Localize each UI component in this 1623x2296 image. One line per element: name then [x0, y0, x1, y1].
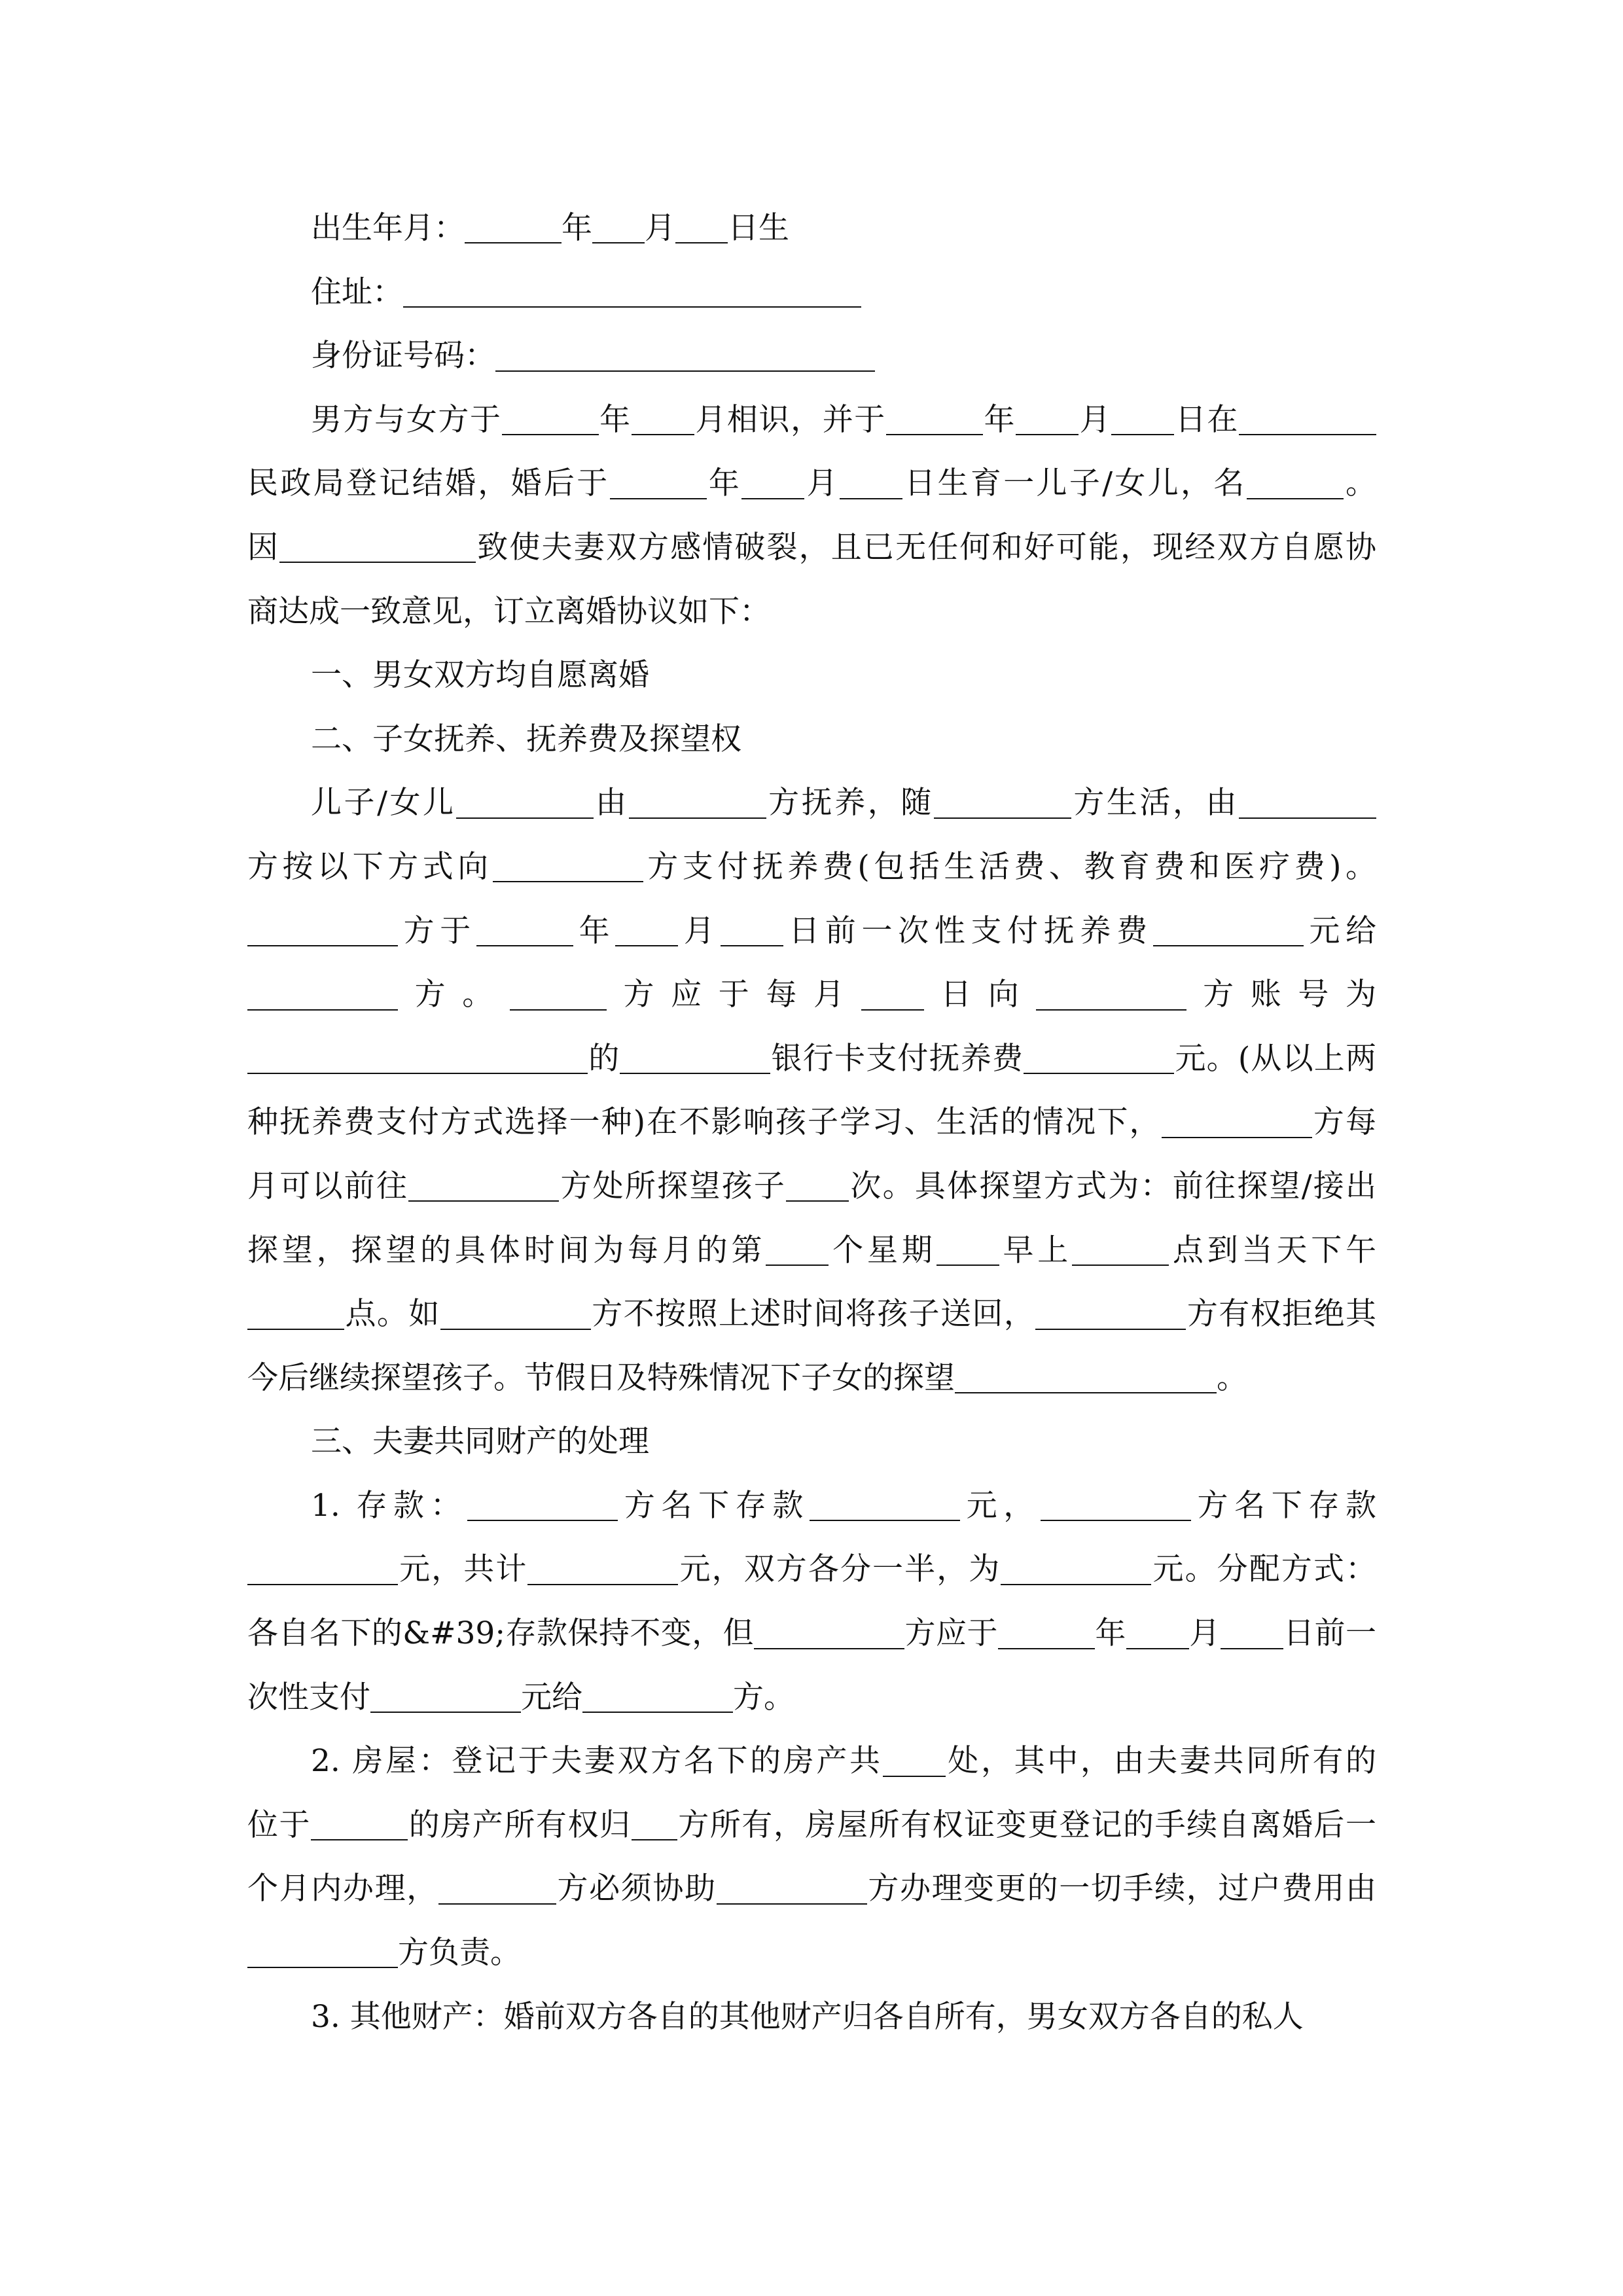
text-segment: 方。: [398, 977, 510, 1013]
text-segment: 次性支付: [247, 1679, 370, 1715]
marriage-info-paragraph-line-3: [247, 516, 1376, 580]
text-segment: 年: [562, 210, 592, 246]
blank-field[interactable]: [247, 1299, 344, 1330]
blank-field[interactable]: [510, 980, 607, 1011]
blank-field[interactable]: [741, 469, 804, 499]
marriage-info-paragraph-line-2: [247, 452, 1376, 516]
blank-field[interactable]: [615, 916, 678, 946]
marriage-info-paragraph-line-1: [247, 388, 1376, 452]
child-custody-paragraph-line-3: [247, 899, 1376, 963]
blank-field[interactable]: [582, 1682, 733, 1713]
savings-paragraph-line-3: [247, 1602, 1376, 1666]
text-segment: 月: [678, 912, 721, 949]
blank-field[interactable]: [247, 1554, 398, 1585]
text-segment: 方支付抚养费(包括生活费、教育费和医疗费)。: [643, 848, 1377, 885]
text-segment: 今后继续探望孩子。节假日及特殊情况下子女的探望: [247, 1359, 955, 1396]
blank-field[interactable]: [1036, 980, 1186, 1011]
blank-field[interactable]: [840, 469, 902, 499]
text-segment: 3. 其他财产：婚前双方各自的其他财产归各自所有，男女双方各自的私人: [311, 1998, 1304, 2035]
text-segment: 月: [804, 465, 840, 502]
text-segment: 月: [1079, 401, 1112, 438]
blank-field[interactable]: [998, 1619, 1095, 1649]
blank-field[interactable]: [493, 852, 643, 883]
blank-field[interactable]: [886, 405, 983, 436]
text-segment: 三、夫妻共同财产的处理: [311, 1424, 649, 1460]
text-segment: 方负责。: [398, 1935, 521, 1971]
blank-field[interactable]: [936, 1235, 999, 1266]
blank-field[interactable]: [629, 788, 766, 819]
blank-field[interactable]: [717, 1874, 867, 1905]
blank-field[interactable]: [1126, 1619, 1189, 1649]
blank-field[interactable]: [632, 405, 694, 436]
child-custody-paragraph-line-6: [247, 1090, 1376, 1155]
text-segment: 住址：: [311, 274, 403, 310]
text-segment: 方于: [398, 912, 476, 949]
blank-field[interactable]: [408, 1172, 559, 1202]
blank-field[interactable]: [403, 277, 861, 308]
text-segment: 日前一: [1283, 1615, 1377, 1652]
savings-paragraph-line-2: [247, 1537, 1376, 1602]
blank-field[interactable]: [675, 213, 728, 244]
text-segment: 元给: [521, 1679, 582, 1715]
text-segment: 方办理变更的一切手续，过户费用由: [866, 1871, 1377, 1907]
blank-field[interactable]: [1035, 1299, 1186, 1330]
blank-field[interactable]: [495, 341, 875, 372]
clause-1-heading-line-1: [247, 643, 1376, 708]
blank-field[interactable]: [1024, 1044, 1174, 1075]
blank-field[interactable]: [527, 1554, 678, 1585]
id-number-line-line-1: [247, 324, 1376, 388]
blank-field[interactable]: [592, 213, 645, 244]
child-custody-paragraph-line-8: [247, 1219, 1376, 1283]
text-segment: 方每: [1311, 1104, 1377, 1141]
blank-field[interactable]: [1001, 1554, 1151, 1585]
blank-field[interactable]: [247, 1938, 398, 1969]
text-segment: 种抚养费支付方式选择一种)在不影响孩子学习、生活的情况下，: [247, 1104, 1162, 1141]
text-segment: 元。分配方式：: [1151, 1551, 1377, 1588]
text-segment: 年: [573, 912, 616, 949]
blank-field[interactable]: [1239, 405, 1376, 436]
text-segment: 各自名下的&#39;存款保持不变，但: [247, 1615, 755, 1652]
text-segment: 方有权拒绝其: [1186, 1296, 1377, 1333]
blank-field[interactable]: [632, 1810, 677, 1841]
text-segment: 男方与女方于: [311, 401, 502, 438]
blank-field[interactable]: [1041, 1491, 1191, 1522]
text-segment: 。: [1217, 1359, 1247, 1396]
child-custody-paragraph-line-5: [247, 1027, 1376, 1091]
text-segment: 日生: [728, 210, 789, 246]
text-segment: 年: [1094, 1615, 1126, 1652]
blank-field[interactable]: [1221, 1619, 1283, 1649]
text-segment: 致使夫妻双方感情破裂，且已无任何和好可能，现经双方自愿协: [476, 529, 1377, 565]
blank-field[interactable]: [1072, 1235, 1169, 1266]
house-paragraph-line-4: [247, 1921, 1376, 1985]
child-custody-paragraph-line-9: [247, 1282, 1376, 1346]
agreement-text: [247, 196, 1376, 2049]
blank-field[interactable]: [610, 469, 707, 499]
blank-field[interactable]: [1162, 1107, 1312, 1138]
house-paragraph-line-2: [247, 1793, 1376, 1857]
text-segment: 早上: [999, 1232, 1073, 1268]
child-custody-paragraph-line-4: [247, 963, 1376, 1027]
text-segment: 处，其中，由夫妻共同所有的: [945, 1743, 1376, 1780]
blank-field[interactable]: [620, 1044, 770, 1075]
blank-field[interactable]: [1247, 469, 1344, 499]
child-custody-paragraph-line-10: [247, 1346, 1376, 1410]
text-segment: 民政局登记结婚，婚后于: [247, 465, 610, 502]
text-segment: 由: [593, 785, 629, 821]
child-custody-paragraph-line-2: [247, 835, 1376, 899]
birth-date-line-line-1: [247, 196, 1376, 260]
blank-field[interactable]: [438, 1874, 556, 1905]
text-segment: 年: [706, 465, 742, 502]
blank-field[interactable]: [247, 980, 398, 1011]
blank-field[interactable]: [721, 916, 783, 946]
text-segment: 方。: [733, 1679, 794, 1715]
text-segment: 日前一次性支付抚养费: [783, 912, 1153, 949]
text-segment: 方生活，由: [1071, 785, 1240, 821]
text-segment: 方按以下方式向: [247, 848, 493, 885]
other-property-paragraph-line-1: [247, 1985, 1376, 2049]
blank-field[interactable]: [786, 1172, 849, 1202]
text-segment: 日向: [923, 977, 1036, 1013]
text-segment: 个星期: [829, 1232, 936, 1268]
text-segment: 2. 房屋：登记于夫妻双方名下的房产共: [311, 1743, 883, 1780]
blank-field[interactable]: [1239, 788, 1376, 819]
text-segment: 方应于每月: [606, 977, 861, 1013]
child-custody-paragraph-line-7: [247, 1155, 1376, 1219]
text-segment: 元，: [960, 1487, 1041, 1524]
text-segment: 儿子/女儿: [311, 785, 456, 821]
blank-field[interactable]: [247, 1044, 588, 1075]
blank-field[interactable]: [467, 1491, 618, 1522]
blank-field[interactable]: [440, 1299, 591, 1330]
text-segment: 的房产所有权归: [408, 1806, 632, 1843]
blank-field[interactable]: [465, 213, 562, 244]
blank-field[interactable]: [861, 980, 924, 1011]
blank-field[interactable]: [766, 1235, 829, 1266]
blank-field[interactable]: [370, 1682, 521, 1713]
blank-field[interactable]: [1111, 405, 1174, 436]
text-segment: 方名下存款: [618, 1487, 810, 1524]
blank-field[interactable]: [754, 1619, 904, 1649]
text-segment: 一、男女双方均自愿离婚: [311, 657, 649, 694]
text-segment: 方不按照上述时间将孩子送回，: [590, 1296, 1036, 1333]
text-segment: 年: [982, 401, 1016, 438]
text-segment: 月可以前往: [247, 1168, 409, 1204]
text-segment: 日生育一儿子/女儿，名: [902, 465, 1247, 502]
clause-3-heading-line-1: [247, 1410, 1376, 1474]
text-segment: 位于: [247, 1806, 312, 1843]
address-line-line-1: [247, 260, 1376, 325]
clause-2-heading-line-1: [247, 708, 1376, 772]
text-segment: 。: [1343, 465, 1377, 502]
marriage-info-paragraph-line-4: [247, 580, 1376, 644]
blank-field[interactable]: [311, 1810, 408, 1841]
blank-field[interactable]: [476, 916, 573, 946]
text-segment: 出生年月：: [311, 210, 465, 246]
text-segment: 元，共计: [398, 1551, 528, 1588]
blank-field[interactable]: [1016, 405, 1079, 436]
text-segment: 方名下存款: [1190, 1487, 1377, 1524]
blank-field[interactable]: [934, 788, 1071, 819]
text-segment: 方抚养，随: [766, 785, 934, 821]
text-segment: 方应于: [904, 1615, 998, 1652]
savings-paragraph-line-1: [247, 1474, 1376, 1538]
blank-field[interactable]: [883, 1746, 946, 1777]
text-segment: 次。具体探望方式为：前往探望/接出: [849, 1168, 1377, 1204]
text-segment: 个月内办理，: [247, 1871, 438, 1907]
text-segment: 年: [598, 401, 632, 438]
text-segment: 日在: [1174, 401, 1240, 438]
text-segment: 的: [588, 1040, 620, 1077]
blank-field[interactable]: [1153, 916, 1304, 946]
text-segment: 方账号为: [1186, 977, 1376, 1013]
text-segment: 方处所探望孩子: [559, 1168, 787, 1204]
text-segment: 元。(从以上两: [1174, 1040, 1376, 1077]
text-segment: 方必须协助: [556, 1871, 717, 1907]
blank-field[interactable]: [810, 1491, 960, 1522]
text-segment: 方所有，房屋所有权证变更登记的手续自离婚后一: [677, 1806, 1376, 1843]
blank-field[interactable]: [456, 788, 594, 819]
text-segment: 元，双方各分一半，为: [678, 1551, 1001, 1588]
text-segment: 元给: [1303, 912, 1377, 949]
blank-field[interactable]: [279, 533, 476, 564]
savings-paragraph-line-4: [247, 1666, 1376, 1730]
text-segment: 1. 存款：: [311, 1487, 468, 1524]
house-paragraph-line-1: [247, 1729, 1376, 1793]
text-segment: 因: [247, 529, 280, 565]
house-paragraph-line-3: [247, 1857, 1376, 1921]
text-segment: 二、子女抚养、抚养费及探望权: [311, 721, 741, 757]
text-segment: 月: [1188, 1615, 1221, 1652]
text-segment: 月: [645, 210, 675, 246]
blank-field[interactable]: [955, 1363, 1217, 1394]
blank-field[interactable]: [247, 916, 398, 946]
text-segment: 银行卡支付抚养费: [770, 1040, 1024, 1077]
text-segment: 点到当天下午: [1169, 1232, 1377, 1268]
text-segment: 商达成一致意见，订立离婚协议如下：: [247, 593, 770, 630]
text-segment: 探望，探望的具体时间为每月的第: [247, 1232, 766, 1268]
text-segment: 身份证号码：: [311, 338, 495, 374]
text-segment: 月相识，并于: [694, 401, 886, 438]
blank-field[interactable]: [502, 405, 599, 436]
text-segment: 点。如: [344, 1296, 440, 1333]
child-custody-paragraph-line-1: [247, 771, 1376, 835]
